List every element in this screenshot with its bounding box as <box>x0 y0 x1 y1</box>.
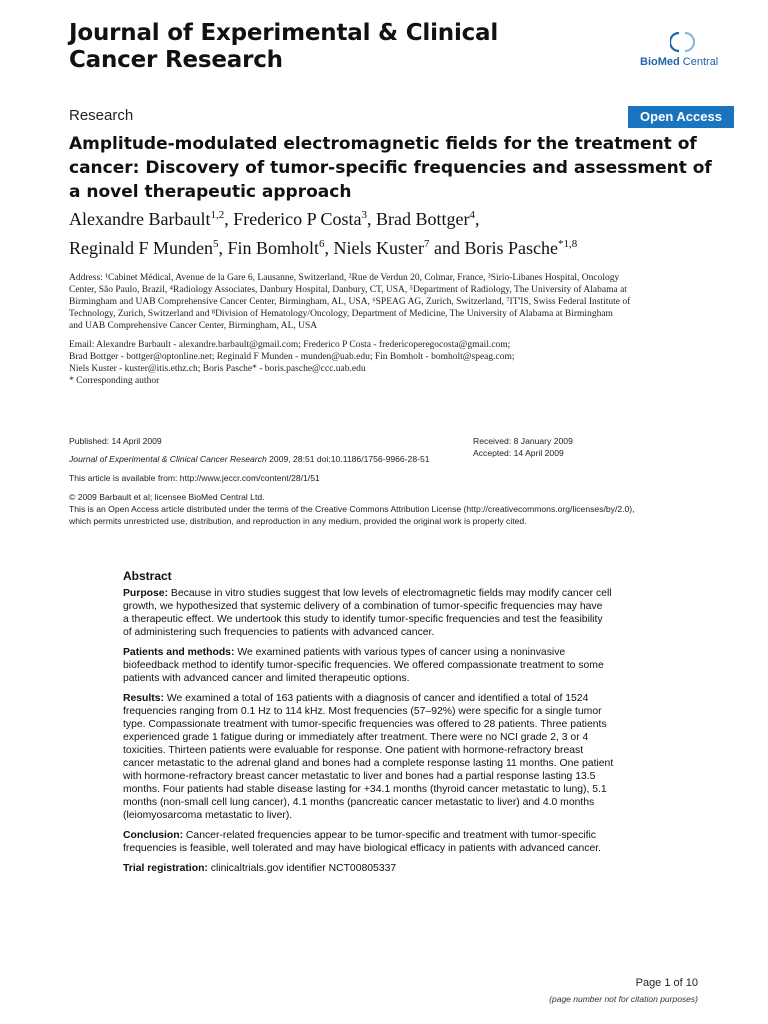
address-line: and UAB Comprehensive Cancer Center, Birmingham, AL, USA <box>69 321 318 331</box>
abstract-section <box>123 692 647 822</box>
email-line: Brad Bottger - bottger@optonline.net; Reginald F Munden - munden@uab.edu; Fin Bomholt - bomholt@speag.com; <box>69 352 515 362</box>
author-line <box>69 203 729 232</box>
abstract-line <box>123 672 647 685</box>
abstract-section-heading: Conclusion: <box>123 830 184 841</box>
abstract-text: experienced grade 1 fatigue during or immediately after treatment. There were no NCI grade 2, 3 or 4 <box>123 732 589 743</box>
copyright-notice: © 2009 Barbault et al; licensee BioMed Central Ltd. <box>69 492 265 502</box>
abstract-text: clinicaltrials.gov identifier NCT00805337 <box>207 863 397 874</box>
abstract-text: type. Compassionate treatment with tumor-specific frequencies was offered to 28 patients. Three patients <box>123 719 607 730</box>
abstract-section <box>123 646 647 685</box>
email-line: Email: Alexandre Barbault - alexandre.barbault@gmail.com; Frederico P Costa - fredericoperegocosta@gmail.com; <box>69 340 511 350</box>
abstract-line <box>123 809 647 822</box>
citation <box>69 453 430 465</box>
abstract-line <box>123 862 647 875</box>
citation-journal: Journal of Experimental & Clinical Cancer Research <box>69 454 267 464</box>
abstract-text: with hormone-refractory breast cancer metastatic to liver and bones had a partial response lasting 13.5 <box>123 771 596 782</box>
abstract-line <box>123 757 647 770</box>
author-affiliation-marker: 4 <box>469 209 475 221</box>
abstract-line <box>123 783 647 796</box>
email-line: Niels Kuster - kuster@itis.ethz.ch; Boris Pasche* - boris.pasche@ccc.uab.edu <box>69 364 366 374</box>
author-line <box>69 232 729 261</box>
abstract-text: a therapeutic effect. We undertook this study to identify tumor-specific frequencies and test the feasibility <box>123 614 603 625</box>
abstract-line <box>123 613 647 626</box>
author-affiliation-marker: 3 <box>361 209 368 221</box>
received-date: Received: 8 January 2009 <box>473 436 573 446</box>
affiliations <box>69 272 699 332</box>
abstract-line <box>123 587 647 600</box>
author-separator: , <box>475 209 480 229</box>
abstract-section <box>123 587 647 639</box>
journal-title-line: Cancer Research <box>69 47 283 73</box>
abstract-text: patients with advanced cancer and limited therapeutic options. <box>123 673 410 684</box>
abstract-text: toxicities. Thirteen patients were evaluable for response. One patient with hormone-refractory breast <box>123 745 584 756</box>
article-url[interactable]: This article is available from: http://www.jeccr.com/content/28/1/51 <box>69 473 320 483</box>
abstract-body <box>123 587 647 875</box>
abstract <box>123 570 647 882</box>
publisher-brand <box>640 30 732 72</box>
abstract-text: of administering such frequencies to patients with advanced cancer. <box>123 627 435 638</box>
page-number-note: (page number not for citation purposes) <box>549 994 698 1004</box>
abstract-section-heading: Trial registration: <box>123 863 208 874</box>
author-separator: , <box>324 238 334 258</box>
abstract-text: months. Four patients had stable disease lasting for +34.1 months (thyroid cancer metastatic to lung), 5.1 <box>123 784 607 795</box>
corresponding-author-note: * Corresponding author <box>69 376 160 386</box>
page-number: Page 1 of 10 <box>635 977 698 989</box>
article-title <box>69 132 712 204</box>
abstract-line <box>123 842 647 855</box>
author-list <box>69 203 729 261</box>
author-affiliation-marker: 7 <box>424 238 430 250</box>
author-name: Fin Bomholt <box>227 238 320 258</box>
abstract-line <box>123 731 647 744</box>
address-line: Technology, Zurich, Switzerland and ⁸Division of Hematology/Oncology, Department of Medicine, The University of Alabama at Birmingham <box>69 309 613 319</box>
author-separator: , <box>224 209 234 229</box>
abstract-line <box>123 770 647 783</box>
abstract-text: months (non-small cell lung cancer), 4.1 months (pancreatic cancer metastatic to liver) and 4.0 months <box>123 797 595 808</box>
author-name: Brad Bottger <box>376 209 470 229</box>
title-line: a novel therapeutic approach <box>69 182 352 202</box>
author-name: Reginald F Munden <box>69 238 213 258</box>
address-line: Center, São Paulo, Brazil, ⁴Radiology Associates, Danbury Hospital, Danbury, CT, USA, ⁵Department of Radiology, The University of Alabama at <box>69 285 627 295</box>
abstract-text: Because in vitro studies suggest that low levels of electromagnetic fields may modify cancer cell <box>168 588 612 599</box>
journal-title <box>69 20 589 74</box>
abstract-line <box>123 796 647 809</box>
abstract-section-heading: Results: <box>123 693 164 704</box>
abstract-line <box>123 829 647 842</box>
author-affiliation-marker: 6 <box>319 238 325 250</box>
citation-details: 2009, 28:51 doi:10.1186/1756-9966-28-51 <box>266 454 430 464</box>
abstract-line <box>123 705 647 718</box>
abstract-section <box>123 862 647 875</box>
abstract-text: We examined patients with various types of cancer using a noninvasive <box>234 647 566 658</box>
address-line: Birmingham and UAB Comprehensive Cancer Center, Birmingham, AL, USA, ⁶SPEAG AG, Zurich, Switzerland, ⁷IT'IS, Swiss Federal Institute of <box>69 297 631 307</box>
open-access-badge: Open Access <box>628 106 734 128</box>
abstract-text: frequencies is feasible, well tolerated and may have biological efficacy in patients with advanced cancer. <box>123 843 602 854</box>
address-line: Address: ¹Cabinet Médical, Avenue de la Gare 6, Lausanne, Switzerland, ²Rue de Verdun 20, Colmar, France, ³Sirio-Libanes Hospital, Oncology <box>69 273 620 283</box>
author-affiliation-marker: 1,2 <box>210 209 225 221</box>
abstract-line <box>123 646 647 659</box>
abstract-text: Cancer-related frequencies appear to be tumor-specific and treatment with tumor-specific <box>183 830 596 841</box>
abstract-section-heading: Purpose: <box>123 588 169 599</box>
abstract-text: growth, we hypothesized that systemic delivery of a combination of tumor-specific frequencies may have <box>123 601 603 612</box>
abstract-line <box>123 626 647 639</box>
author-affiliation-marker: *1,8 <box>558 238 578 250</box>
publisher-name-bold: BioMed <box>640 56 680 68</box>
license-text: which permits unrestricted use, distribution, and reproduction in any medium, provided the original work is properly cited. <box>69 516 527 526</box>
abstract-line <box>123 744 647 757</box>
author-name: Boris Pasche <box>464 238 559 258</box>
abstract-section-heading: Patients and methods: <box>123 647 235 658</box>
abstract-line <box>123 600 647 613</box>
abstract-text: cancer metastatic to the adrenal gland and bones had a complete response lasting 11 months. One patient <box>123 758 614 769</box>
author-affiliation-marker: 5 <box>213 238 219 250</box>
abstract-text: frequencies ranging from 0.1 Hz to 114 kHz. Most frequencies (57–92%) were specific for a single tumor <box>123 706 602 717</box>
journal-title-line: Journal of Experimental & Clinical <box>69 20 499 46</box>
abstract-text: We examined a total of 163 patients with a diagnosis of cancer and identified a total of 1524 <box>164 693 589 704</box>
author-name: Frederico P Costa <box>233 209 362 229</box>
author-separator: and <box>429 238 465 258</box>
biomed-central-logo-icon <box>670 30 696 54</box>
abstract-line <box>123 692 647 705</box>
author-name: Niels Kuster <box>333 238 425 258</box>
abstract-line <box>123 718 647 731</box>
abstract-text: (leiomyosarcoma metastatic to liver). <box>123 810 293 821</box>
license-text: This is an Open Access article distributed under the terms of the Creative Commons Attribution License (http://creativecommons.org/licenses/by/2.0), <box>69 504 635 514</box>
accepted-date: Accepted: 14 April 2009 <box>473 448 564 458</box>
author-name: Alexandre Barbault <box>69 209 211 229</box>
abstract-heading: Abstract <box>123 569 172 583</box>
title-line: Amplitude-modulated electromagnetic fields for the treatment of <box>69 134 697 154</box>
published-date: Published: 14 April 2009 <box>69 436 162 446</box>
section-label: Research <box>69 107 134 124</box>
abstract-text: biofeedback method to identify tumor-specific frequencies. We offered compassionate treatment to some <box>123 660 604 671</box>
abstract-line <box>123 659 647 672</box>
publisher-name-rest: Central <box>679 56 719 68</box>
title-line: cancer: Discovery of tumor-specific frequencies and assessment of <box>69 158 712 178</box>
publisher-name <box>640 56 732 68</box>
author-separator: , <box>367 209 377 229</box>
author-emails <box>69 339 699 387</box>
abstract-section <box>123 829 647 855</box>
author-separator: , <box>218 238 228 258</box>
